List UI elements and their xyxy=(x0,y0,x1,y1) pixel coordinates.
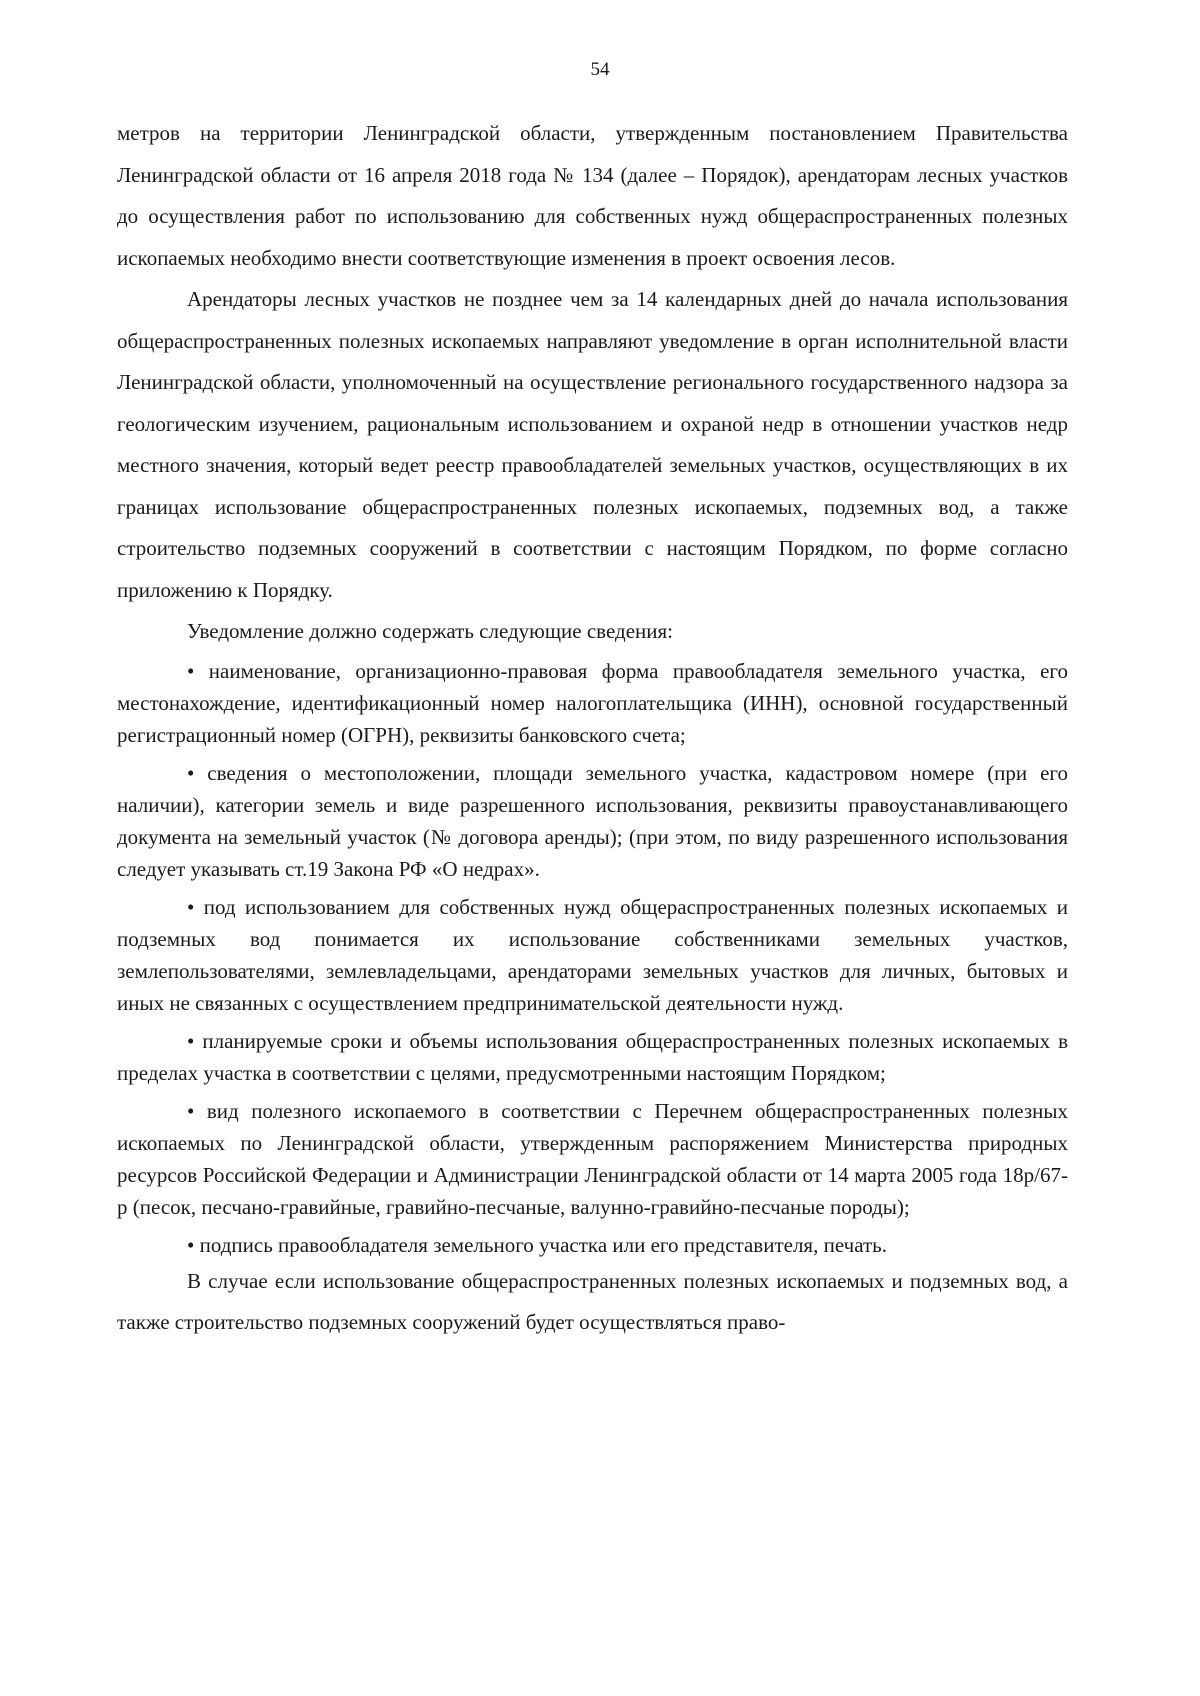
bullet-marker: • xyxy=(187,760,195,785)
document-body xyxy=(117,113,1068,1344)
bullet-text: сведения о местоположении, площади земельного участка, кадастровом номере (при его наличии), категории земель и виде разрешенного использования, реквизиты правоустанавливающего документа на земельный участок (№ договора аренды); (при этом, по виду разрешенного использования следует указывать ст.19 Закона РФ «О недрах». xyxy=(117,760,1068,881)
paragraph-notification-contents: Уведомление должно содержать следующие сведения: xyxy=(187,619,673,643)
bullet-text: под использованием для собственных нужд общераспространенных полезных ископаемых и подземных вод понимается их использование собственниками земельных участков, землепользователями, землевладельцами, арендаторами земельных участков для личных, бытовых и иных не связанных с осуществлением предпринимательской деятельности нужд. xyxy=(117,894,1069,1015)
bullet-item xyxy=(117,1095,1068,1223)
bullet-marker: • xyxy=(187,894,195,919)
bullet-text: планируемые сроки и объемы использования общераспространенных полезных ископаемых в пределах участка в соответствии с целями, предусмотренными настоящим Порядком; xyxy=(117,1028,1069,1085)
bullet-marker: • xyxy=(187,1232,195,1257)
bullet-text: подпись правообладателя земельного участка или его представителя, печать. xyxy=(199,1232,887,1257)
bullet-text: вид полезного ископаемого в соответствии с Перечнем общераспространенных полезных ископаемых по Ленинградской области, утвержденным распоряжением Министерства природных ресурсов Российской Федерации и Администрации Ленинградской области от 14 марта 2005 года 18р/67-р (песок, песчано-гравийные, гравийно-песчаные, валунно-гравийно-песчаные породы); xyxy=(117,1098,1069,1219)
bullet-text: наименование, организационно-правовая форма правообладателя земельного участка, его местонахождение, идентификационный номер налогоплательщика (ИНН), основной государственный регистрационный номер (ОГРН), реквизиты банковского счета; xyxy=(117,658,1068,747)
paragraph-notification-deadline: Арендаторы лесных участков не позднее чем за 14 календарных дней до начала использования общераспространенных полезных ископаемых направляют уведомление в орган исполнительной власти Ленинградской области, уполномоченный на осуществление регионального государственного надзора за геологическим изучением, рациональным использованием и охраной недр в отношении участков недр местного значения, который ведет реестр правообладателей земельных участков, осуществляющих в их границах использование общераспространенных полезных ископаемых, подземных вод, а также строительство подземных сооружений в соответствии с настоящим Порядком, по форме согласно приложению к Порядку. xyxy=(117,287,1068,602)
paragraph-continuation: метров на территории Ленинградской области, утвержденным постановлением Правительства Ленинградской области от 16 апреля 2018 года № 134 (далее – Порядок), арендаторам лесных участков до осуществления работ по использованию для собственных нужд общераспространенных полезных ископаемых необходимо внести соответствующие изменения в проект освоения лесов. xyxy=(117,121,1068,270)
bullet-marker: • xyxy=(187,1028,195,1053)
bullet-item xyxy=(117,757,1068,885)
bullet-item xyxy=(117,1025,1068,1089)
bullet-marker: • xyxy=(187,658,195,683)
bullet-marker: • xyxy=(187,1098,195,1123)
page-number: 54 xyxy=(590,59,610,80)
bullet-item xyxy=(117,1229,1068,1261)
bullet-item xyxy=(117,655,1068,751)
paragraph-right-holder: В случае если использование общераспространенных полезных ископаемых и подземных вод, а также строительство подземных сооружений будет осуществляться право- xyxy=(117,1268,1068,1334)
bullet-item xyxy=(117,891,1068,1019)
